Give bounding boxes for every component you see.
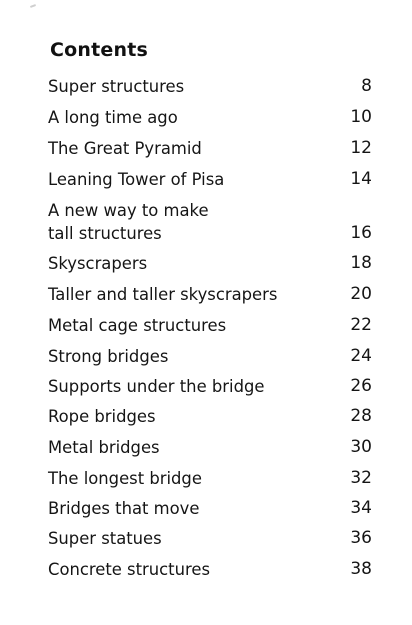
- toc-entry-title: Skyscrapers: [48, 254, 148, 273]
- toc-entry-title: The longest bridge: [48, 469, 202, 488]
- toc-entry-title: Metal cage structures: [48, 316, 227, 335]
- toc-entry-title: Leaning Tower of Pisa: [48, 170, 225, 189]
- toc-entry-page: 38: [350, 559, 372, 579]
- toc-entry-title: The Great Pyramid: [48, 139, 202, 158]
- toc-entry-page: 14: [350, 169, 372, 189]
- toc-entry-page: 16: [350, 223, 372, 243]
- toc-entry: [48, 345, 372, 368]
- toc-entry: [48, 527, 372, 550]
- toc-entry-page: 24: [350, 346, 372, 366]
- toc-entry-page: 32: [350, 468, 372, 488]
- toc-entry-title: Super statues: [48, 529, 162, 548]
- toc-entry: [48, 283, 372, 306]
- toc-entry-title: A long time ago: [48, 108, 178, 127]
- toc-entry-page: 10: [350, 107, 372, 127]
- toc-entry-page: 30: [350, 437, 372, 457]
- toc-entry: [48, 168, 372, 191]
- toc-entry: [48, 405, 372, 428]
- toc-entry: [48, 436, 372, 459]
- toc-entry-title: Taller and taller skyscrapers: [48, 285, 278, 304]
- toc-entry: [48, 558, 372, 581]
- toc-entry-title: Rope bridges: [48, 407, 156, 426]
- toc-entry-page: 20: [350, 284, 372, 304]
- toc-entry: [48, 137, 372, 160]
- toc-entry-page: 12: [350, 138, 372, 158]
- toc-entry-title: Bridges that move: [48, 499, 200, 518]
- toc-entry-page: 34: [350, 498, 372, 518]
- toc-entry-title: A new way to make tall structures: [48, 201, 209, 243]
- toc-entry-page: 22: [350, 315, 372, 335]
- toc-entry-page: 18: [350, 253, 372, 273]
- toc-entry-page: 26: [350, 376, 372, 396]
- toc-entry: [48, 252, 372, 275]
- toc-entry: [48, 497, 372, 520]
- toc-entry: [48, 75, 372, 98]
- toc-entry: [48, 314, 372, 337]
- toc-entry-title: Concrete structures: [48, 560, 210, 579]
- toc-entry-title: Super structures: [48, 77, 185, 96]
- toc-entry-page: 8: [361, 76, 372, 96]
- toc-entry-page: 36: [350, 528, 372, 548]
- toc-entry: [48, 375, 372, 398]
- page-title: Contents: [50, 39, 149, 61]
- toc-entry: [48, 106, 372, 129]
- toc-entry-title: Metal bridges: [48, 438, 160, 457]
- toc-entry-title: Supports under the bridge: [48, 377, 265, 396]
- toc-entry: [48, 199, 372, 245]
- toc-entry: [48, 467, 372, 490]
- toc-entry-title: Strong bridges: [48, 347, 169, 366]
- toc-entry-page: 28: [350, 406, 372, 426]
